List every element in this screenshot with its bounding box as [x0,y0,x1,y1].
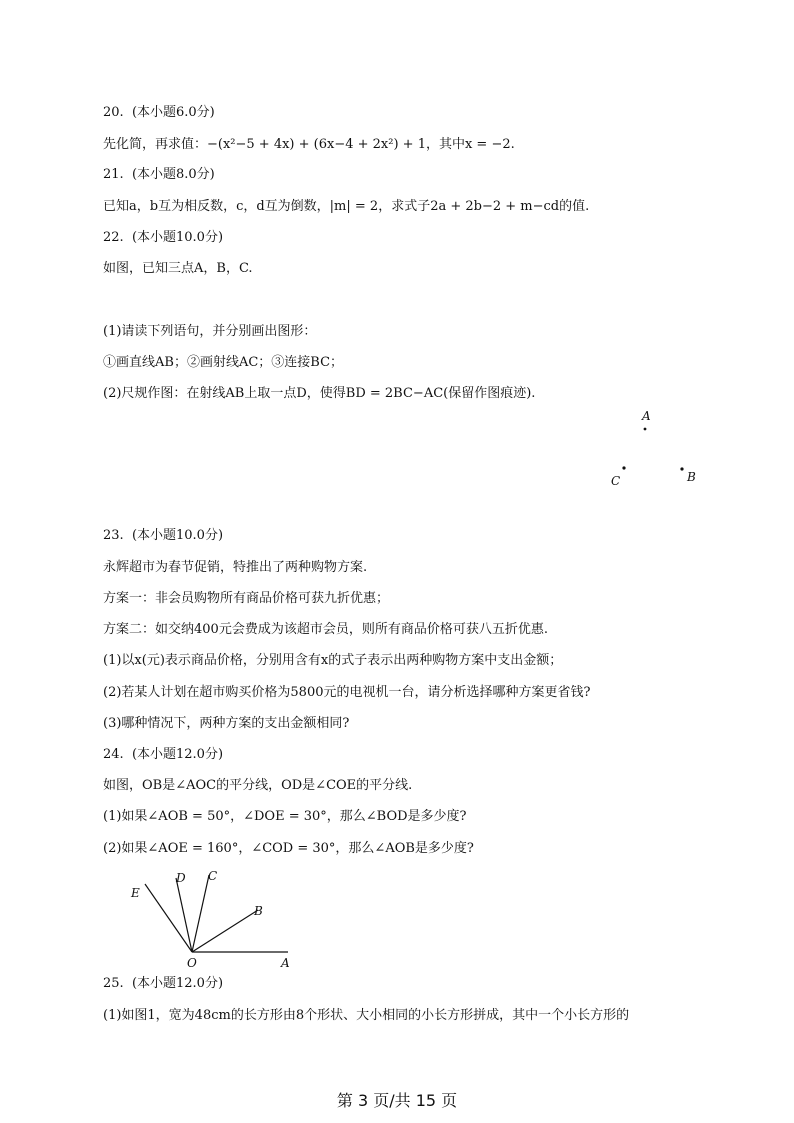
q24-header: 24. (本小题12.0分) [103,747,224,762]
q24-angle-figure [125,864,305,972]
q22-part1-items: ①画直线AB；②画射线AC；③连接BC； [103,355,344,370]
q23-header: 23. (本小题10.0分) [103,528,224,543]
q23-intro: 永辉超市为春节促销，特推出了两种购物方案. [103,560,368,575]
q24-part2: (2)如果∠AOE = 160°，∠COD = 30°，那么∠AOB是多少度? [103,841,474,856]
ray-ob [192,910,258,952]
label-a: A [281,956,290,970]
q23-part1: (1)以x(元)表示商品价格，分别用含有x的式子表示出两种购物方案中支出金额； [103,653,563,668]
q24-intro: 如图，OB是∠AOC的平分线，OD是∠COE的平分线. [103,778,413,793]
point-a-label: A [642,409,651,423]
q22-part1: (1)请读下列语句，并分别画出图形： [103,324,317,339]
page-footer: 第 3 页/共 15 页 [336,1091,458,1110]
q20-header: 20. (本小题6.0分) [103,105,215,120]
ray-oc [192,875,209,952]
q23-part3: (3)哪种情况下，两种方案的支出金额相同? [103,716,350,731]
q22-intro: 如图，已知三点A，B，C. [103,261,253,276]
q22-part2: (2)尺规作图：在射线AB上取一点D，使得BD = 2BC−AC(保留作图痕迹). [103,386,536,401]
q21-header: 21. (本小题8.0分) [103,167,215,182]
label-c: C [208,869,218,883]
point-b [680,467,683,470]
q24-part1: (1)如果∠AOB = 50°，∠DOE = 30°，那么∠BOD是多少度? [103,809,467,824]
q22-header: 22. (本小题10.0分) [103,230,224,245]
point-c [622,466,625,469]
q23-plan1: 方案一：非会员购物所有商品价格可获九折优惠； [103,591,390,606]
q25-header: 25. (本小题12.0分) [103,976,224,991]
label-o: O [187,956,197,970]
q23-part2: (2)若某人计划在超市购买价格为5800元的电视机一台，请分析选择哪种方案更省钱? [103,685,591,700]
label-e: E [131,886,140,900]
q25-part1: (1)如图1，宽为48cm的长方形由8个形状、大小相同的小长方形拼成，其中一个小长方形的 [103,1008,630,1023]
point-b-label: B [687,470,696,484]
q21-text: 已知a，b互为相反数，c，d互为倒数，|m| = 2，求式子2a + 2b−2 + m−cd的值. [103,199,590,214]
q20-text: 先化简，再求值：−(x²−5 + 4x) + (6x−4 + 2x²) + 1，其中x = −2. [103,137,515,152]
q23-plan2: 方案二：如交纳400元会费成为该超市会员，则所有商品价格可获八五折优惠. [103,622,548,637]
point-c-label: C [611,474,621,488]
label-d: D [176,871,186,885]
label-b: B [254,904,263,918]
point-a [644,428,647,431]
q22-points-figure [600,402,710,492]
